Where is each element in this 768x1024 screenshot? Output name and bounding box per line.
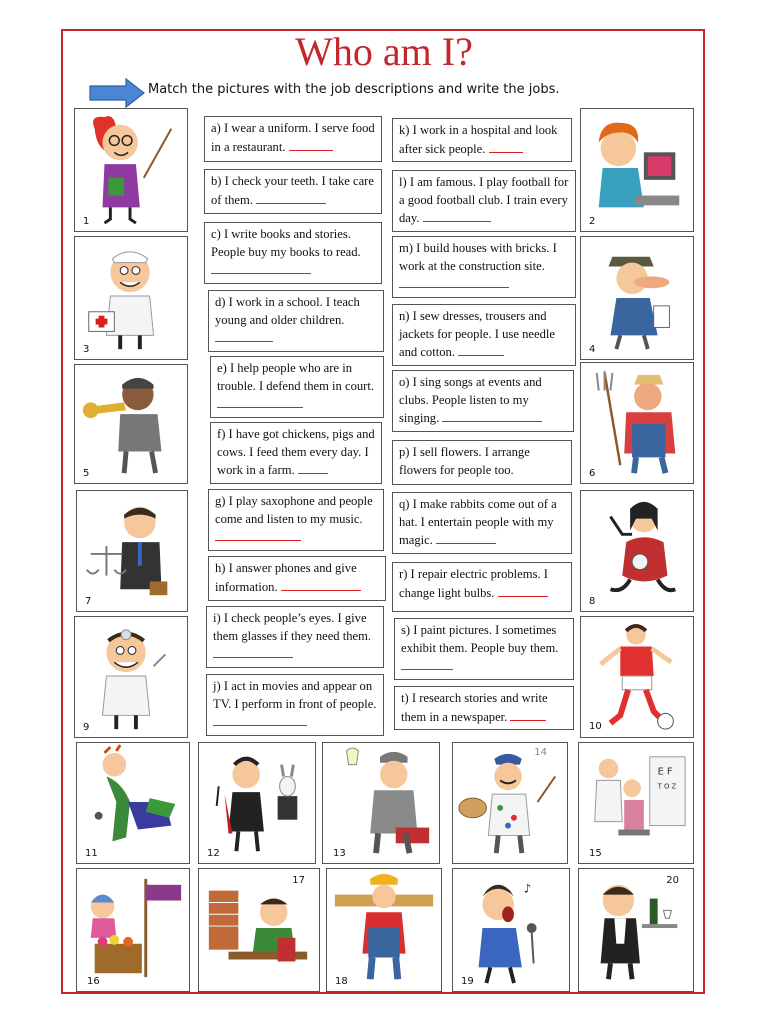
description-l [392, 170, 576, 232]
picture-number: 18 [335, 976, 348, 987]
description-text: I help people who are in trouble. I defend them in court. [217, 361, 375, 393]
picture-number: 14 [534, 747, 547, 758]
svg-text:T O Z: T O Z [657, 782, 677, 791]
picture-number: 11 [85, 848, 98, 859]
description-text: I am famous. I play football for a good football club. I train every day. [399, 175, 569, 226]
answer-blank[interactable] [217, 395, 303, 408]
answer-blank[interactable] [215, 528, 301, 541]
singer-icon [453, 869, 569, 991]
description-letter: t) [401, 691, 409, 705]
answer-blank[interactable] [498, 584, 548, 597]
picture-number: 5 [83, 468, 90, 479]
answer-blank[interactable] [489, 140, 523, 153]
description-letter: b) [211, 174, 222, 188]
description-text: I sing songs at events and clubs. People listen to my singing. [399, 375, 542, 426]
picture-5 [74, 364, 188, 484]
picture-18 [326, 868, 442, 992]
description-letter: n) [399, 309, 410, 323]
picture-9 [74, 616, 188, 738]
picture-8 [580, 490, 694, 612]
optician-icon [579, 743, 693, 863]
description-letter: l) [399, 175, 407, 189]
description-letter: o) [399, 375, 410, 389]
description-i [206, 606, 384, 668]
answer-blank[interactable] [510, 708, 546, 721]
description-m [392, 236, 576, 298]
answer-blank[interactable] [399, 275, 509, 288]
description-d [208, 290, 384, 352]
description-text: I act in movies and appear on TV. I perform in front of people. [213, 679, 377, 711]
answer-blank[interactable] [298, 461, 328, 474]
dentist-icon [75, 617, 187, 737]
description-text: I have got chickens, pigs and cows. I feed them every day. I work in a farm. [217, 427, 375, 478]
description-letter: p) [399, 445, 410, 459]
footballer-icon [581, 617, 693, 737]
picture-14 [452, 742, 568, 864]
svg-text:E F: E F [657, 766, 673, 778]
description-text: I check people’s eyes. I give them glasses if they need them. [213, 611, 372, 643]
musician-icon [75, 365, 187, 483]
answer-blank[interactable] [401, 657, 453, 670]
description-letter: d) [215, 295, 226, 309]
description-p [392, 440, 572, 485]
teacher-icon [75, 109, 187, 231]
description-k [392, 118, 572, 162]
description-text: I work in a school. I teach young and older children. [215, 295, 360, 327]
picture-number: 6 [589, 468, 596, 479]
description-s [394, 618, 574, 680]
description-text: I answer phones and give information. [215, 561, 357, 594]
description-letter: q) [399, 497, 410, 511]
description-f [210, 422, 382, 484]
page-title: Who am I? [295, 29, 473, 74]
description-t [394, 686, 574, 730]
description-text: I sew dresses, trousers and jackets for people. I use needle and cotton. [399, 309, 555, 360]
picture-4 [580, 236, 694, 360]
answer-blank[interactable] [458, 343, 504, 356]
picture-13 [322, 742, 440, 864]
answer-blank[interactable] [256, 191, 326, 204]
description-letter: h) [215, 561, 226, 575]
florist-icon [77, 869, 189, 991]
receptionist-icon [581, 109, 693, 231]
picture-number: 15 [589, 848, 602, 859]
description-c [204, 222, 382, 284]
description-letter: r) [399, 567, 408, 581]
answer-blank[interactable] [423, 209, 491, 222]
description-r [392, 562, 572, 612]
tailor-icon [77, 743, 189, 863]
description-text: I play saxophone and people come and listen to my music. [215, 494, 373, 526]
picture-number: 2 [589, 216, 596, 227]
svg-text:♪: ♪ [523, 881, 532, 896]
answer-blank[interactable] [281, 578, 361, 591]
picture-number: 4 [589, 344, 596, 355]
description-letter: c) [211, 227, 221, 241]
description-n [392, 304, 576, 366]
journalist-icon [581, 237, 693, 359]
instruction-text: Match the pictures with the job descriptions and write the jobs. [148, 82, 560, 97]
picture-2 [580, 108, 694, 232]
description-e [210, 356, 384, 418]
answer-blank[interactable] [289, 138, 333, 151]
nurse-icon [75, 237, 187, 359]
farmer-icon [581, 363, 693, 483]
description-letter: m) [399, 241, 413, 255]
picture-number: 19 [461, 976, 474, 987]
answer-blank[interactable] [213, 645, 293, 658]
arrow-right-icon [88, 77, 146, 109]
picture-number: 10 [589, 721, 602, 732]
electrician-icon [323, 743, 439, 863]
picture-number: 17 [292, 875, 305, 886]
picture-12 [198, 742, 316, 864]
picture-number: 1 [83, 216, 90, 227]
description-b [204, 169, 382, 214]
answer-blank[interactable] [215, 329, 273, 342]
picture-16 [76, 868, 190, 992]
writer-icon [199, 869, 319, 991]
description-letter: e) [217, 361, 227, 375]
description-letter: i) [213, 611, 221, 625]
waiter-icon [579, 869, 693, 991]
description-text: I wear a uniform. I serve food in a restaurant. [211, 121, 375, 154]
lawyer-icon [77, 491, 187, 611]
picture-11 [76, 742, 190, 864]
picture-17 [198, 868, 320, 992]
answer-blank[interactable] [211, 261, 311, 274]
description-text: I repair electric problems. I change light bulbs. [399, 567, 548, 600]
picture-number: 3 [83, 344, 90, 355]
description-q [392, 492, 572, 554]
answer-blank[interactable] [436, 531, 496, 544]
answer-blank[interactable] [442, 409, 542, 422]
picture-20 [578, 868, 694, 992]
picture-number: 7 [85, 596, 92, 607]
picture-number: 16 [87, 976, 100, 987]
picture-number: 8 [589, 596, 596, 607]
picture-3 [74, 236, 188, 360]
description-text: I make rabbits come out of a hat. I entertain people with my magic. [399, 497, 557, 548]
description-letter: a) [211, 121, 221, 135]
picture-number: 20 [666, 875, 679, 886]
builder-icon [327, 869, 441, 991]
picture-6 [580, 362, 694, 484]
painter-icon [453, 743, 567, 863]
description-text: I write books and stories. People buy my books to read. [211, 227, 361, 259]
description-text: I research stories and write them in a newspaper. [401, 691, 548, 724]
picture-number: 13 [333, 848, 346, 859]
picture-number: 9 [83, 722, 90, 733]
description-g [208, 489, 384, 551]
actor-icon [581, 491, 693, 611]
picture-1 [74, 108, 188, 232]
description-text: I build houses with bricks. I work at the construction site. [399, 241, 557, 273]
description-text: I check your teeth. I take care of them. [211, 174, 374, 207]
description-o [392, 370, 574, 432]
picture-15 [578, 742, 694, 864]
picture-7 [76, 490, 188, 612]
magician-icon [199, 743, 315, 863]
description-letter: g) [215, 494, 226, 508]
description-text: I paint pictures. I sometimes exhibit them. People buy them. [401, 623, 559, 655]
picture-number: 12 [207, 848, 220, 859]
description-letter: s) [401, 623, 411, 637]
picture-19 [452, 868, 570, 992]
description-letter: k) [399, 123, 410, 137]
picture-10 [580, 616, 694, 738]
answer-blank[interactable] [213, 713, 307, 726]
description-letter: f) [217, 427, 226, 441]
description-j [206, 674, 384, 736]
description-h [208, 556, 386, 601]
description-a [204, 116, 382, 162]
description-letter: j) [213, 679, 221, 693]
description-text: I work in a hospital and look after sick people. [399, 123, 558, 156]
description-text: I sell flowers. I arrange flowers for people too. [399, 445, 530, 477]
